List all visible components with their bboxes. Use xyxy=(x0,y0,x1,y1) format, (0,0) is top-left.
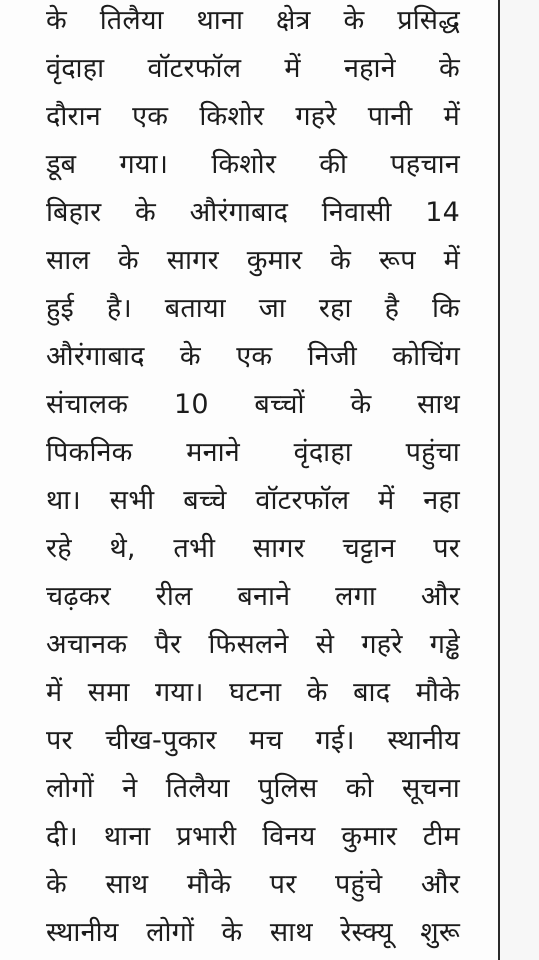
article-line: संचालक 10 बच्चों के साथ xyxy=(46,389,460,420)
article-line: दी। थाना प्रभारी विनय कुमार टीम xyxy=(46,821,460,852)
article-line: औरंगाबाद के एक निजी कोचिंग xyxy=(46,341,460,372)
article-line: हुई है। बताया जा रहा है कि xyxy=(46,293,460,324)
article-line: अचानक पैर फिसलने से गहरे गड्ढे xyxy=(46,629,460,660)
article-line: बिहार के औरंगाबाद निवासी 14 xyxy=(46,197,460,228)
article-line: डूब गया। किशोर की पहचान xyxy=(46,149,460,180)
page-margin xyxy=(500,0,539,960)
article-line: के साथ मौके पर पहुंचे और xyxy=(46,869,460,900)
article-line: पिकनिक मनाने वृंदाहा पहुंचा xyxy=(46,437,460,468)
article-line: में समा गया। घटना के बाद मौके xyxy=(46,677,460,708)
article-line: लोगों ने तिलैया पुलिस को सूचना xyxy=(46,773,460,804)
article-line: के तिलैया थाना क्षेत्र के प्रसिद्ध xyxy=(46,5,460,36)
article-line: था। सभी बच्चे वॉटरफॉल में नहा xyxy=(46,485,460,516)
article-line: चढ़कर रील बनाने लगा और xyxy=(46,581,460,612)
article-line: दौरान एक किशोर गहरे पानी में xyxy=(46,101,460,132)
article-line: स्थानीय लोगों के साथ रेस्क्यू शुरू xyxy=(46,917,460,948)
article-line: पर चीख-पुकार मच गई। स्थानीय xyxy=(46,725,460,756)
article-line: साल के सागर कुमार के रूप में xyxy=(46,245,460,276)
article-line: वृंदाहा वॉटरफॉल में नहाने के xyxy=(46,53,460,84)
article-line: रहे थे, तभी सागर चट्टान पर xyxy=(46,533,460,564)
